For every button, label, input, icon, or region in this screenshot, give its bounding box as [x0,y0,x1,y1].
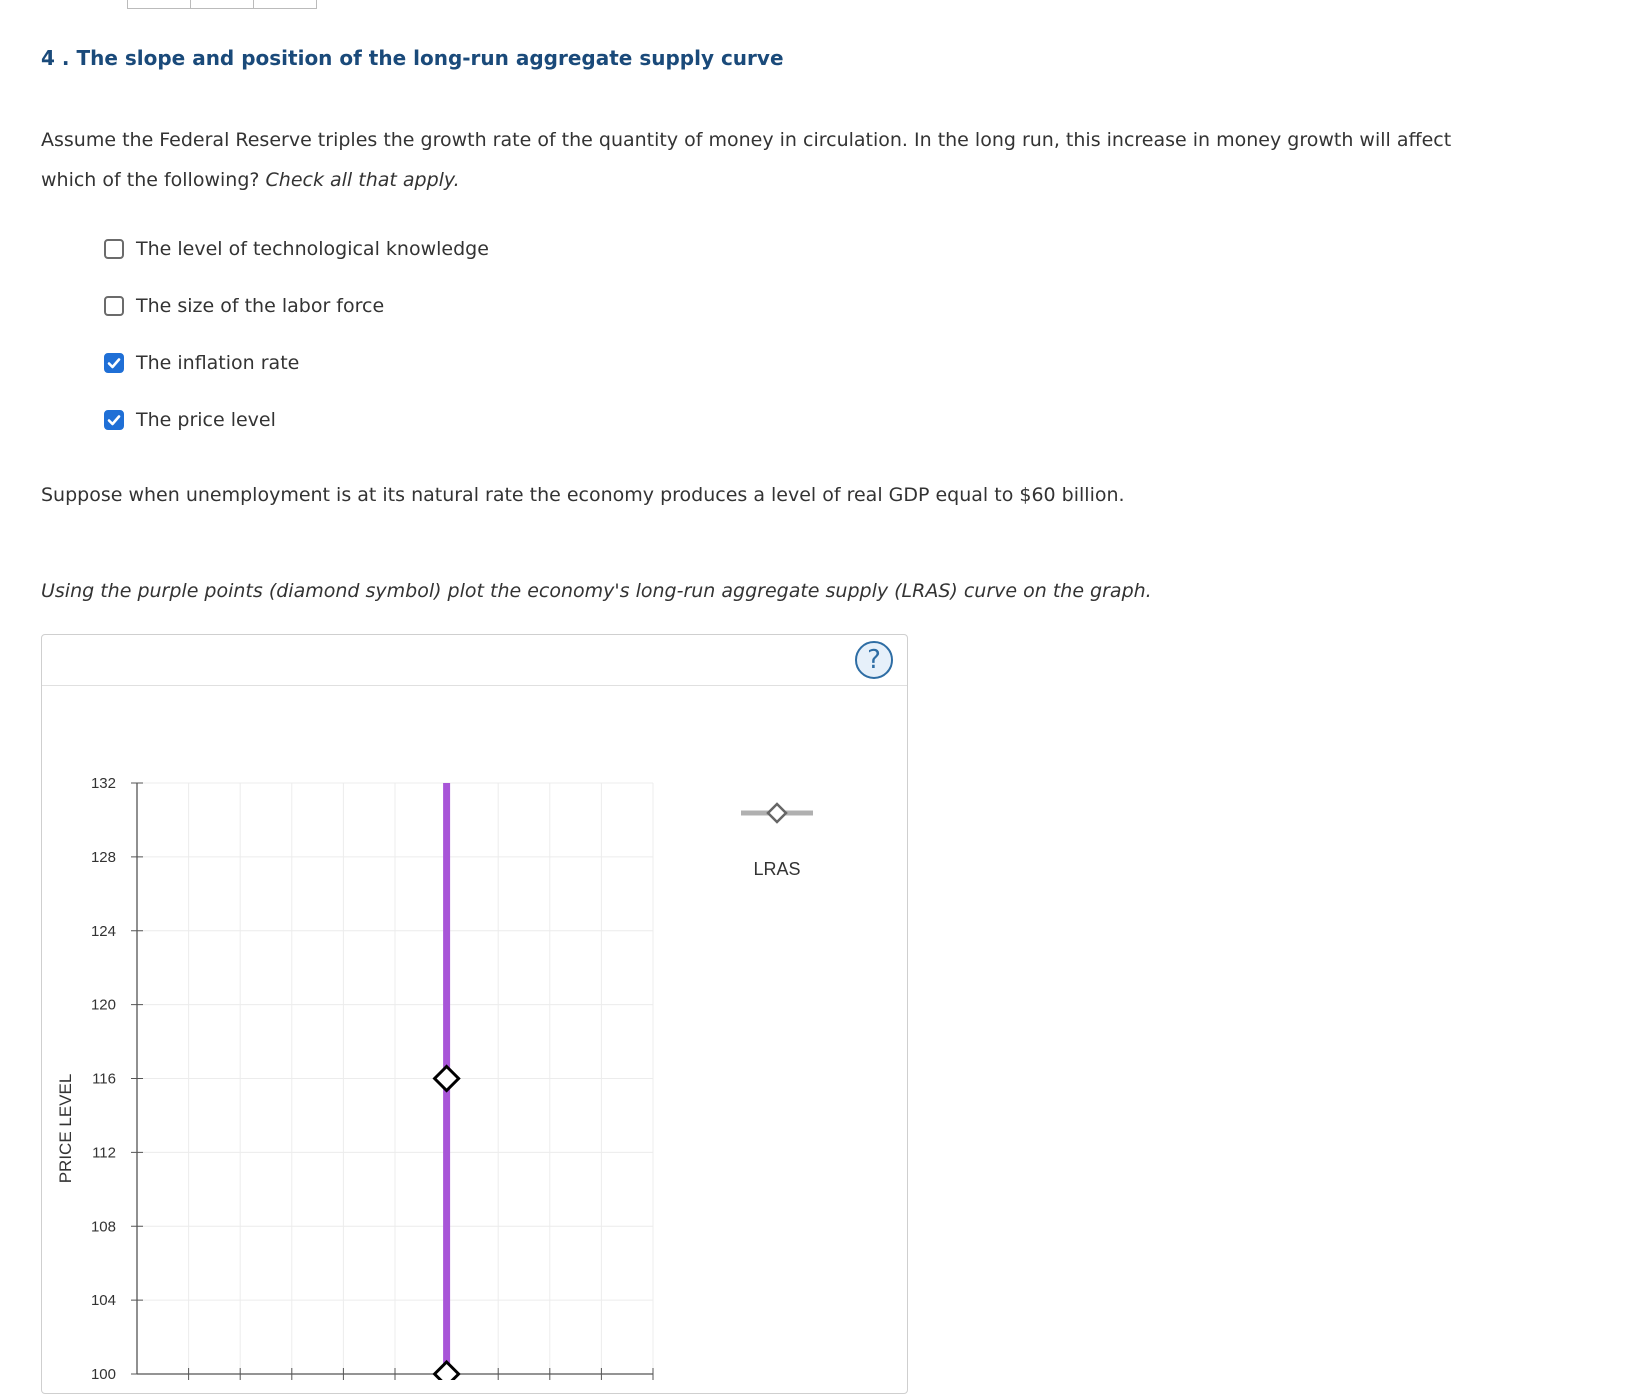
suppose-text: Suppose when unemployment is at its natural rate the economy produces a level of real GDP equal to $60 billion. [41,484,1125,506]
lras-point-diamond[interactable] [435,1067,459,1091]
checkbox-technology[interactable] [104,239,124,259]
option-label: The inflation rate [136,351,300,374]
checkbox-inflation-rate[interactable] [104,353,124,373]
lras-chart[interactable] [42,635,907,1380]
y-tick-label: 100 [90,1366,116,1380]
question-title: 4 . The slope and position of the long-run aggregate supply curve [41,46,784,70]
y-tick-label: 132 [90,775,116,792]
top-tab-stubs [127,0,316,9]
y-tick-label: 124 [90,922,116,940]
option-technology[interactable] [104,220,489,277]
legend-lras-diamond[interactable] [768,804,786,822]
graph-panel [41,634,908,1394]
lras-point-diamond[interactable] [435,1362,459,1380]
option-labor-force[interactable] [104,277,489,334]
help-question-icon[interactable]: ? [855,641,893,679]
answer-options [104,220,489,448]
prompt-text: Assume the Federal Reserve triples the growth rate of the quantity of money in circulation. In the long run, this increase in money growth will affect which of the following? [41,129,1452,191]
graph-instruction: Using the purple points (diamond symbol) plot the economy's long-run aggregate supply (LRAS) curve on the graph. [41,580,1152,602]
y-tick-label: 116 [92,1070,116,1088]
legend-lras-label: LRAS [753,859,801,879]
y-tick-label: 108 [90,1218,116,1236]
option-label: The size of the labor force [136,294,385,317]
y-tick-label: 120 [90,996,116,1014]
prompt-hint: Check all that apply. [265,169,460,191]
y-tick-label: 112 [92,1144,116,1162]
option-label: The price level [136,408,276,431]
option-label: The level of technological knowledge [136,237,489,260]
option-price-level[interactable] [104,391,489,448]
checkbox-labor-force[interactable] [104,296,124,316]
question-prompt [41,120,1501,200]
option-inflation-rate[interactable] [104,334,489,391]
y-tick-label: 104 [90,1292,116,1310]
y-axis-label: PRICE LEVEL [56,1073,75,1184]
checkbox-price-level[interactable] [104,410,124,430]
y-tick-label: 128 [90,848,116,866]
